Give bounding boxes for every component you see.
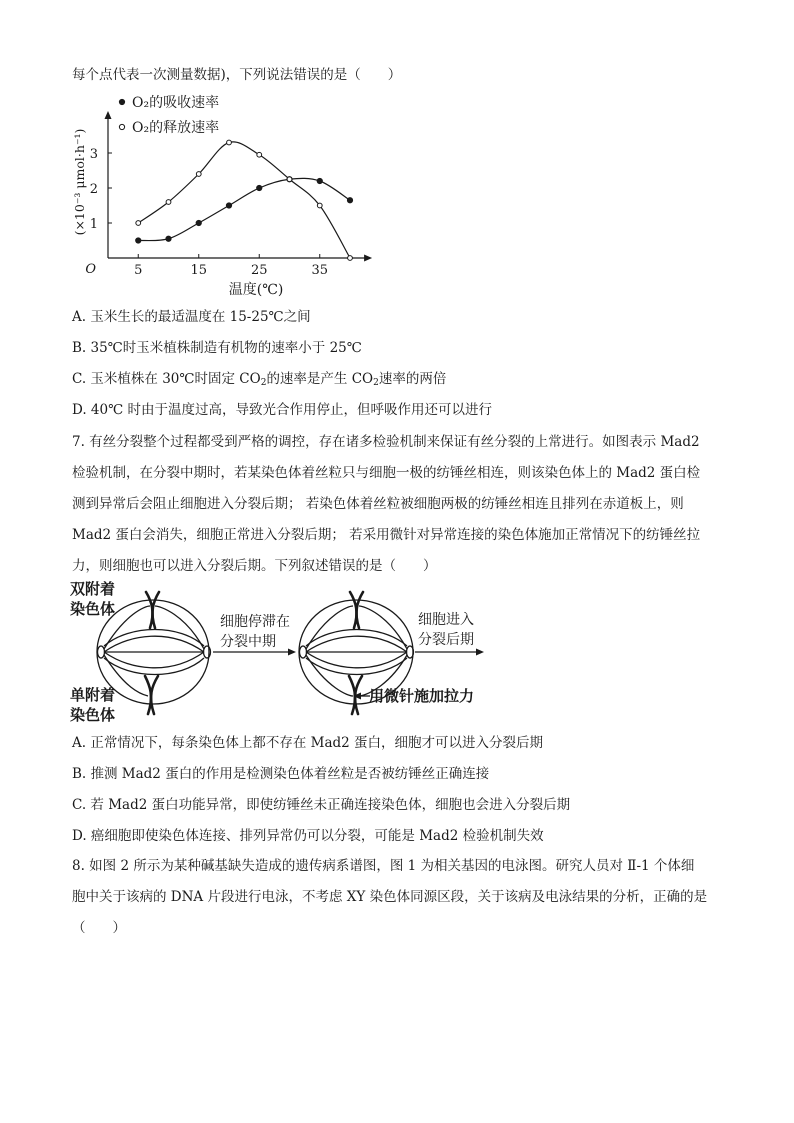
legend-marker — [119, 99, 124, 104]
data-point-absorption — [166, 236, 171, 241]
data-point-release — [196, 172, 201, 177]
data-point-absorption — [196, 220, 201, 225]
q6-option-d: D. 40℃ 时由于温度过高，导致光合作用停止，但呼吸作用还可以进行 — [72, 402, 492, 418]
q7-mad2-diagram — [70, 576, 500, 728]
arrow2-label-2: 分裂后期 — [418, 632, 474, 648]
subscript-2: 2 — [373, 378, 379, 388]
arrow2-label-1: 细胞进入 — [418, 612, 474, 628]
x-axis-arrow — [364, 255, 372, 262]
data-point-release — [166, 200, 171, 205]
data-point-release — [287, 177, 292, 182]
data-point-release — [136, 221, 141, 226]
label-double-attached-1: 双附着 — [70, 580, 116, 598]
series-line-absorption — [138, 178, 350, 240]
chart-points — [136, 140, 353, 260]
q8-line-3: （ ） — [72, 920, 126, 936]
data-point-release — [257, 152, 262, 157]
y-tick-label: 1 — [89, 217, 98, 232]
q8-line-1: 8. 如图 2 所示为某种碱基缺失造成的遗传病系谱图，图 1 为相关基因的电泳图。研究人员对 Ⅱ-1 个体细 — [72, 858, 695, 874]
y-tick-label: 2 — [89, 182, 98, 197]
q8-stem — [72, 851, 724, 944]
data-point-release — [227, 140, 232, 145]
data-point-release — [317, 203, 322, 208]
data-point-absorption — [257, 185, 262, 190]
data-point-release — [348, 256, 353, 261]
q6-option-a: A. 玉米生长的最适温度在 15-25℃之间 — [72, 309, 311, 325]
q7-option-d: D. 癌细胞即使染色体连接、排列异常仍可以分裂，可能是 Mad2 检验机制失效 — [72, 828, 544, 844]
microneedle-label: 用微针施加拉力 — [369, 687, 475, 705]
q7-line-4: Mad2 蛋白会消失，细胞正常进入分裂后期； 若采用微针对异常连接的染色体施加正常情况下的纺锤丝拉 — [72, 527, 701, 543]
chromosome-single-1 — [145, 676, 158, 714]
legend-marker — [119, 124, 124, 129]
x-tick-label: 15 — [190, 263, 208, 278]
y-axis-label: (×10⁻³ μmol·h⁻¹) — [72, 128, 87, 236]
y-axis-arrow — [105, 111, 112, 119]
data-point-absorption — [347, 198, 352, 203]
label-double-attached-2: 染色体 — [70, 600, 116, 618]
chart-labels — [72, 94, 328, 298]
q6-chart — [70, 92, 390, 304]
q7-line-1: 7. 有丝分裂整个过程都受到严格的调控，存在诸多检验机制来保证有丝分裂的上常进行。如图表示 Mad2 — [72, 434, 700, 450]
q7-option-a: A. 正常情况下，每条染色体上都不存在 Mad2 蛋白，细胞才可以进入分裂后期 — [72, 735, 544, 751]
q6-option-b: B. 35℃时玉米植株制造有机物的速率小于 25℃ — [72, 340, 362, 356]
arrow-2 — [415, 649, 484, 656]
y-tick-label: 3 — [89, 147, 98, 162]
legend-entry: O₂的释放速率 — [132, 120, 220, 136]
label-single-attached-1: 单附着 — [70, 686, 116, 704]
data-point-absorption — [226, 203, 231, 208]
q7-option-c: C. 若 Mad2 蛋白功能异常，即使纺锤丝未正确连接染色体，细胞也会进入分裂后期 — [72, 797, 571, 813]
x-tick-label: 5 — [134, 263, 143, 278]
chromosome-double-2 — [350, 592, 363, 628]
q7-line-3: 测到异常后会阻止细胞进入分裂后期； 若染色体着丝粒被细胞两极的纺锤丝相连且排列在赤道板上，则 — [72, 496, 684, 512]
chart-origin: O — [85, 262, 96, 277]
arrow1-label-1: 细胞停滞在 — [220, 614, 290, 630]
q6-option-c-part2: 的速率是产生 CO — [266, 371, 374, 387]
q6-option-c-part3: 速率的两倍 — [378, 371, 447, 387]
arrow1-label-2: 分裂中期 — [220, 634, 276, 650]
legend-entry: O₂的吸收速率 — [132, 95, 220, 111]
label-single-attached-2: 染色体 — [70, 706, 116, 724]
data-point-absorption — [317, 178, 322, 183]
q7-stem — [72, 427, 724, 582]
q7-line-2: 检验机制，在分裂中期时，若某染色体着丝粒只与细胞一极的纺锤丝相连，则该染色体上的 Mad2 蛋白检 — [72, 465, 701, 481]
x-axis-label: 温度(℃) — [228, 282, 284, 298]
q6-option-c — [72, 370, 446, 392]
subscript-2: 2 — [260, 378, 267, 388]
q7-option-b: B. 推测 Mad2 蛋白的作用是检测染色体着丝粒是否被纺锤丝正确连接 — [72, 766, 490, 782]
chromosome-double-1 — [146, 592, 159, 628]
q8-line-2: 胞中关于该病的 DNA 片段进行电泳，不考虑 XY 染色体同源区段，关于该病及电泳结果的分析，正确的是 — [72, 889, 708, 905]
q6-option-c-part1: C. 玉米植株在 30℃时固定 CO — [72, 371, 261, 387]
x-tick-label: 25 — [250, 263, 268, 278]
q7-line-5: 力，则细胞也可以进入分裂后期。下列叙述错误的是（ ） — [72, 558, 437, 574]
x-tick-label: 35 — [311, 263, 329, 278]
data-point-absorption — [136, 238, 141, 243]
q6-stem: 每个点代表一次测量数据)，下列说法错误的是（ ） — [72, 67, 402, 83]
